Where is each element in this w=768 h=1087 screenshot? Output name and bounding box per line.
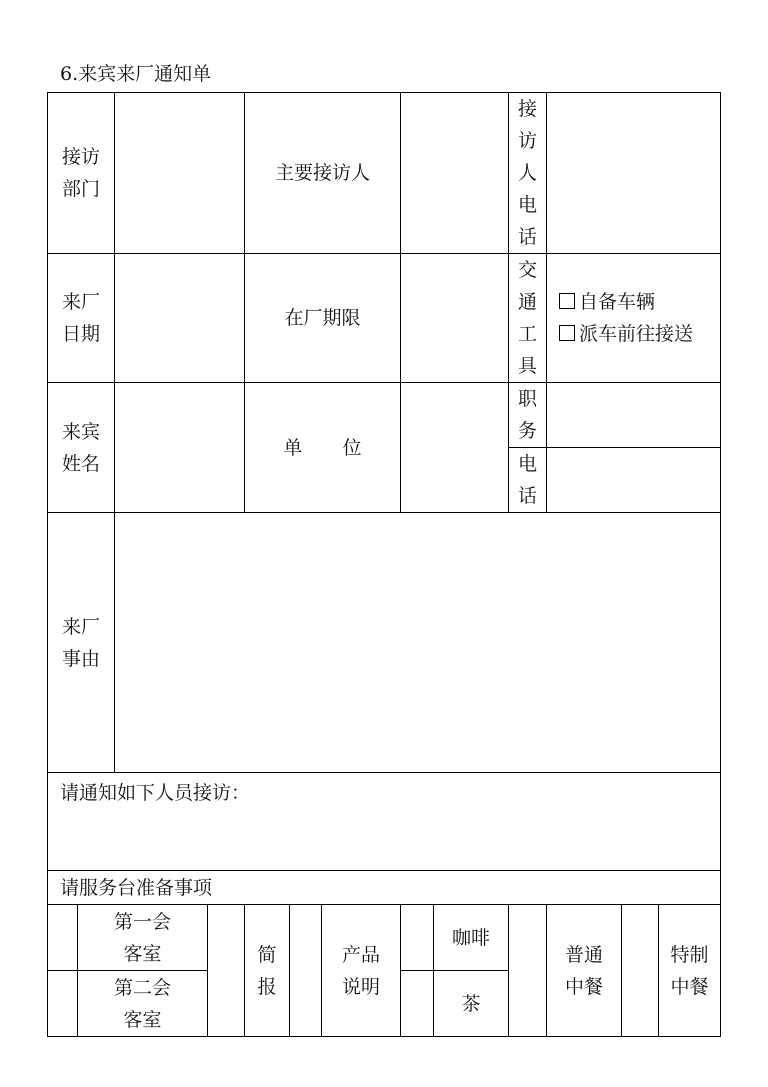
dept-label: 接访 部门: [48, 93, 115, 254]
position-label: 职 务: [509, 383, 547, 448]
coffee-label: 咖啡: [434, 905, 509, 971]
briefing-label: 简 报: [245, 905, 290, 1037]
host-value[interactable]: [401, 93, 509, 254]
coffee-check[interactable]: [401, 905, 434, 971]
host-label: 主要接访人: [245, 93, 401, 254]
regular-lunch-label: 普通 中餐: [547, 905, 622, 1037]
dept-value[interactable]: [115, 93, 245, 254]
meeting-room-2-check[interactable]: [48, 971, 78, 1037]
reason-label: 来厂 事由: [48, 513, 115, 773]
guest-value[interactable]: [115, 383, 245, 513]
guest-phone-value[interactable]: [547, 448, 721, 513]
unit-value[interactable]: [401, 383, 509, 513]
pickup-vehicle-option[interactable]: 派车前往接送: [559, 318, 720, 350]
briefing-check[interactable]: [290, 905, 322, 1037]
checkbox-icon[interactable]: [559, 325, 575, 341]
meeting-room-2-label: 第二会 客室: [78, 971, 208, 1037]
tea-label: 茶: [434, 971, 509, 1037]
notify-section[interactable]: [48, 773, 721, 871]
transport-label: 交通 工具: [509, 254, 547, 383]
checkbox-icon[interactable]: [559, 293, 575, 309]
tea-check[interactable]: [401, 971, 434, 1037]
regular-lunch-check[interactable]: [622, 905, 659, 1037]
meeting-room-check[interactable]: [208, 905, 245, 1037]
date-value[interactable]: [115, 254, 245, 383]
period-value[interactable]: [401, 254, 509, 383]
own-vehicle-option[interactable]: 自备车辆: [559, 286, 720, 318]
meeting-room-1-check[interactable]: [48, 905, 78, 971]
visitor-notice-form: [47, 92, 721, 1037]
beverage-check[interactable]: [509, 905, 547, 1037]
guest-label: 来宾 姓名: [48, 383, 115, 513]
product-intro-label: 产品 说明: [322, 905, 401, 1037]
meeting-room-1-label: 第一会 客室: [78, 905, 208, 971]
period-label: 在厂期限: [245, 254, 401, 383]
position-value[interactable]: [547, 383, 721, 448]
service-header: 请服务台准备事项: [48, 871, 721, 905]
unit-label: 单 位: [245, 383, 401, 513]
date-label: 来厂 日期: [48, 254, 115, 383]
reason-value[interactable]: [115, 513, 721, 773]
form-title: 6.来宾来厂通知单: [60, 63, 212, 85]
guest-phone-label: 电 话: [509, 448, 547, 513]
transport-options: [547, 254, 721, 383]
host-phone-value[interactable]: [547, 93, 721, 254]
host-phone-label: 接访人 电话: [509, 93, 547, 254]
notify-label: 请通知如下人员接访：: [60, 782, 251, 804]
special-lunch-label: 特制 中餐: [659, 905, 721, 1037]
